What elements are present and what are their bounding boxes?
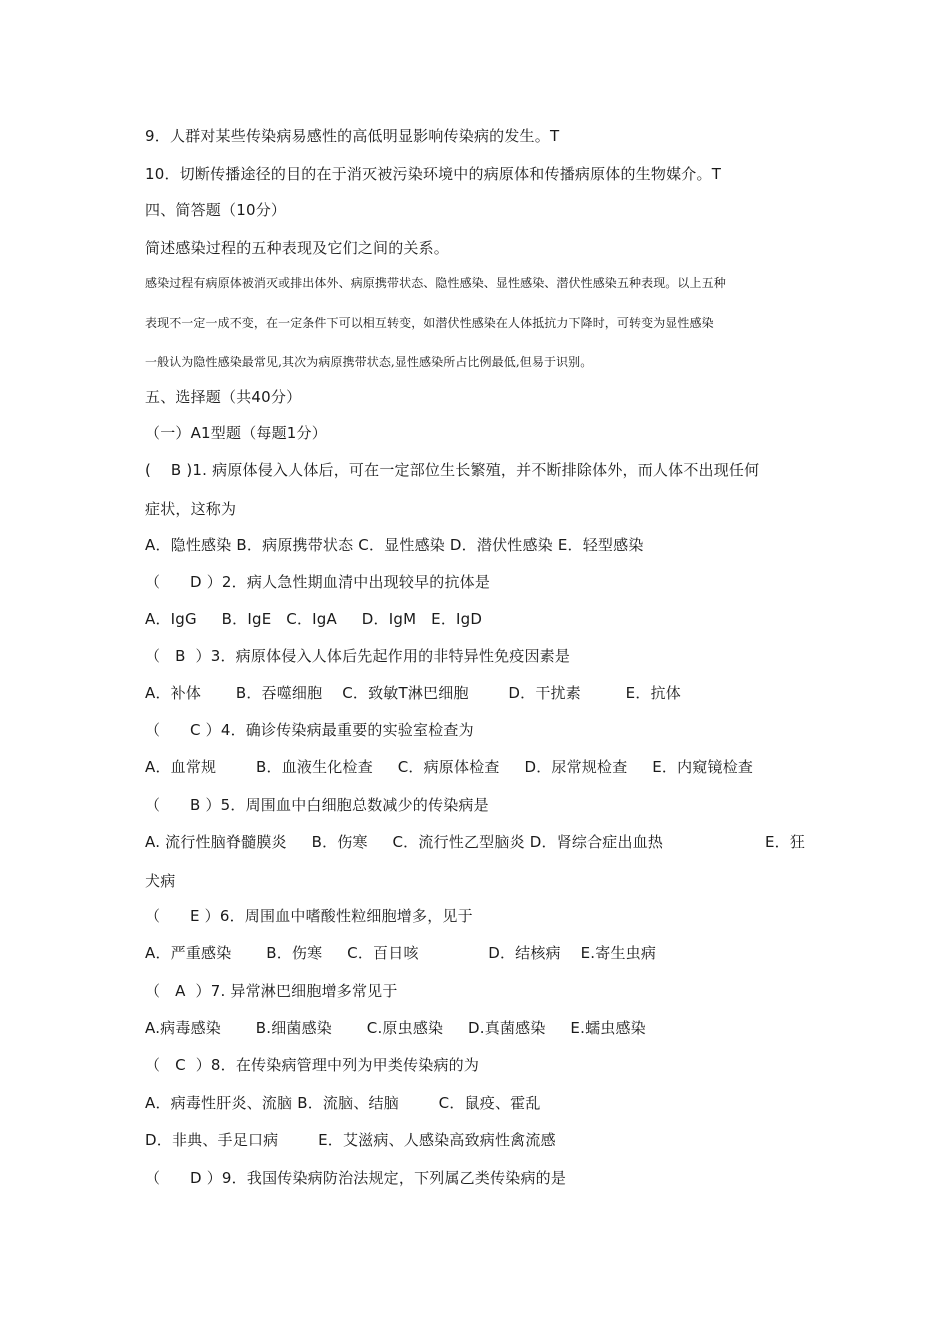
short-answer-line-1: 感染过程有病原体被消灭或排出体外、病原携带状态、隐性感染、显性感染、潜伏性感染五种表现。以上五种 [145,276,726,290]
mc-question-3-options: A．补体 B．吞噬细胞 C．致敏T淋巴细胞 D．干扰素 E．抗体 [145,684,681,702]
short-answer-line-2: 表现不一定一成不变，在一定条件下可以相互转变，如潜伏性感染在人体抵抗力下降时，可转变为显性感染 [145,316,714,330]
subsection-heading-a1: （一）A1型题（每题1分） [145,424,327,442]
mc-question-5-options-cont: 犬病 [145,872,176,890]
mc-question-6: （ E ）6．周围血中嗜酸性粒细胞增多，见于 [145,907,473,925]
short-answer-line-3: 一般认为隐性感染最常见,其次为病原携带状态,显性感染所占比例最低,但易于识别。 [145,355,593,369]
mc-question-9: （ D ）9．我国传染病防治法规定，下列属乙类传染病的是 [145,1169,567,1187]
mc-question-5-options: A. 流行性脑脊髓膜炎 B．伤寒 C．流行性乙型脑炎 D．肾综合症出血热 [145,833,664,851]
mc-question-7: （ A ）7. 异常淋巴细胞增多常见于 [145,982,398,1000]
tf-question-9: 9．人群对某些传染病易感性的高低明显影响传染病的发生。T [145,127,560,145]
mc-question-4: （ C ）4．确诊传染病最重要的实验室检查为 [145,721,474,739]
mc-question-6-options: A．严重感染 B．伤寒 C．百日咳 D．结核病 E.寄生虫病 [145,944,657,962]
section-heading-short-answer: 四、简答题（10分） [145,201,287,219]
mc-question-8-options-1: A．病毒性肝炎、流脑 B．流脑、结脑 C．鼠疫、霍乱 [145,1094,541,1112]
short-answer-question: 简述感染过程的五种表现及它们之间的关系。 [145,239,450,257]
mc-question-5: （ B ）5．周围血中白细胞总数减少的传染病是 [145,796,489,814]
mc-question-3: （ B ）3．病原体侵入人体后先起作用的非特异性免疫因素是 [145,647,571,665]
mc-question-1: ( B )1. 病原体侵入人体后，可在一定部位生长繁殖，并不断排除体外，而人体不出现任何 [145,461,760,479]
mc-question-1-cont: 症状，这称为 [145,500,237,518]
mc-question-1-options: A．隐性感染 B．病原携带状态 C．显性感染 D．潜伏性感染 E．轻型感染 [145,536,644,554]
section-heading-choice: 五、选择题（共40分） [145,388,302,406]
mc-question-4-options: A．血常规 B．血液生化检查 C．病原体检查 D．尿常规检查 E．内窥镜检查 [145,758,754,776]
mc-question-2-options: A．IgG B．IgE C．IgA D．IgM E．IgD [145,610,483,628]
mc-question-5-option-e: E．狂 [765,833,806,851]
tf-question-10: 10．切断传播途径的目的在于消灭被污染环境中的病原体和传播病原体的生物媒介。T [145,165,722,183]
mc-question-7-options: A.病毒感染 B.细菌感染 C.原虫感染 D.真菌感染 E.蠕虫感染 [145,1019,646,1037]
mc-question-8-options-2: D．非典、手足口病 E．艾滋病、人感染高致病性禽流感 [145,1131,556,1149]
mc-question-8: （ C ）8．在传染病管理中列为甲类传染病的为 [145,1056,480,1074]
mc-question-2: （ D ）2．病人急性期血清中出现较早的抗体是 [145,573,491,591]
